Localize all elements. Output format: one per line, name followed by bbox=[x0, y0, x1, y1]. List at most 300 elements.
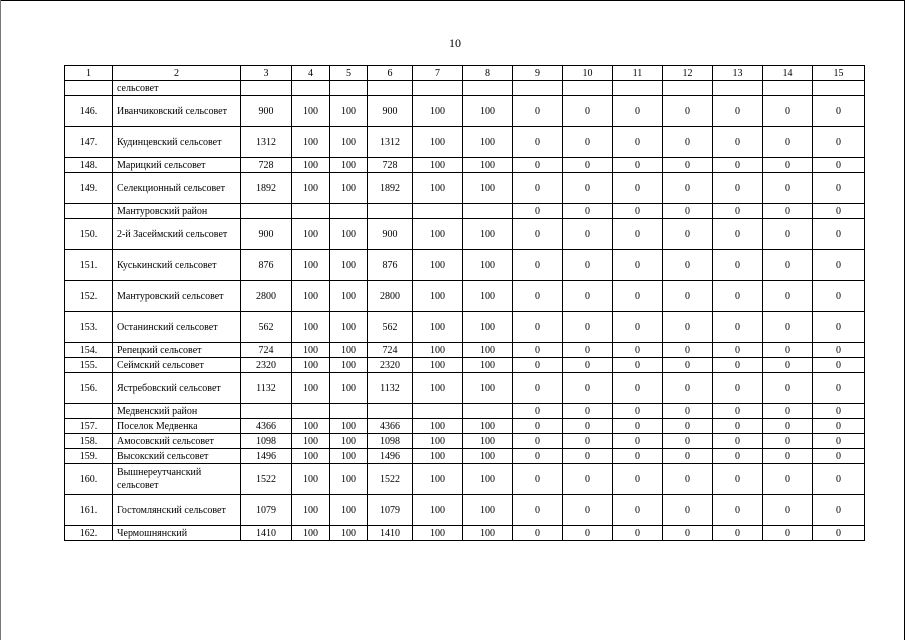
table-cell: 0 bbox=[563, 204, 613, 219]
table-cell: 0 bbox=[813, 158, 865, 173]
table-cell: 0 bbox=[563, 250, 613, 281]
table-cell: 100 bbox=[330, 250, 368, 281]
row-name: Гостомлянский сельсовет bbox=[113, 495, 241, 526]
table-cell: 100 bbox=[330, 312, 368, 343]
table-cell: 0 bbox=[713, 343, 763, 358]
table-cell: 1892 bbox=[241, 173, 292, 204]
table-cell: 100 bbox=[292, 219, 330, 250]
row-name: Репецкий сельсовет bbox=[113, 343, 241, 358]
table-cell bbox=[292, 81, 330, 96]
table-cell: 1522 bbox=[368, 464, 413, 495]
table-cell: 900 bbox=[368, 96, 413, 127]
table-cell: 0 bbox=[713, 434, 763, 449]
table-cell: 0 bbox=[813, 404, 865, 419]
table-cell: 0 bbox=[563, 343, 613, 358]
table-cell: 100 bbox=[463, 495, 513, 526]
table-cell: 0 bbox=[713, 404, 763, 419]
table-cell: 0 bbox=[563, 312, 613, 343]
table-cell: 0 bbox=[613, 250, 663, 281]
row-number: 149. bbox=[65, 173, 113, 204]
column-header: 8 bbox=[463, 66, 513, 81]
column-header: 11 bbox=[613, 66, 663, 81]
table-cell: 100 bbox=[463, 96, 513, 127]
table-cell: 100 bbox=[330, 343, 368, 358]
table-cell: 100 bbox=[292, 373, 330, 404]
table-cell bbox=[330, 404, 368, 419]
column-header: 7 bbox=[413, 66, 463, 81]
table-cell: 0 bbox=[763, 127, 813, 158]
row-name: Мантуровский сельсовет bbox=[113, 281, 241, 312]
table-cell: 0 bbox=[613, 434, 663, 449]
table-cell: 100 bbox=[463, 281, 513, 312]
table-cell: 0 bbox=[763, 419, 813, 434]
table-cell: 100 bbox=[330, 158, 368, 173]
table-cell: 0 bbox=[813, 343, 865, 358]
table-cell: 100 bbox=[413, 173, 463, 204]
table-cell: 0 bbox=[663, 495, 713, 526]
table-cell: 2320 bbox=[241, 358, 292, 373]
table-cell: 0 bbox=[763, 404, 813, 419]
table-cell: 0 bbox=[763, 526, 813, 541]
table-cell: 100 bbox=[463, 158, 513, 173]
table-row bbox=[65, 81, 865, 96]
table-cell: 0 bbox=[663, 219, 713, 250]
table-cell: 100 bbox=[292, 250, 330, 281]
row-name: Кудинцевский сельсовет bbox=[113, 127, 241, 158]
table-cell: 0 bbox=[813, 219, 865, 250]
row-name: Мантуровский район bbox=[113, 204, 241, 219]
table-cell: 0 bbox=[663, 96, 713, 127]
table-cell: 0 bbox=[763, 495, 813, 526]
table-cell bbox=[813, 81, 865, 96]
table-cell: 0 bbox=[563, 434, 613, 449]
table-cell: 0 bbox=[663, 204, 713, 219]
table-cell: 100 bbox=[292, 419, 330, 434]
page-number: 10 bbox=[449, 36, 461, 50]
table-cell: 100 bbox=[413, 343, 463, 358]
table-cell bbox=[513, 81, 563, 96]
table-cell: 100 bbox=[330, 434, 368, 449]
row-number: 162. bbox=[65, 526, 113, 541]
table-cell: 2800 bbox=[241, 281, 292, 312]
table-cell: 0 bbox=[563, 404, 613, 419]
table-cell bbox=[763, 81, 813, 96]
row-number: 157. bbox=[65, 419, 113, 434]
table-cell: 0 bbox=[513, 373, 563, 404]
table-cell: 100 bbox=[330, 373, 368, 404]
row-name: Поселок Медвенка bbox=[113, 419, 241, 434]
table-cell: 0 bbox=[613, 173, 663, 204]
table-cell: 100 bbox=[413, 158, 463, 173]
table-cell: 100 bbox=[330, 419, 368, 434]
table-cell: 0 bbox=[763, 158, 813, 173]
table-cell bbox=[463, 204, 513, 219]
table-cell: 562 bbox=[368, 312, 413, 343]
table-cell: 0 bbox=[663, 281, 713, 312]
table-cell: 0 bbox=[713, 173, 763, 204]
row-number: 160. bbox=[65, 464, 113, 495]
table-cell: 0 bbox=[813, 96, 865, 127]
table-cell: 100 bbox=[292, 343, 330, 358]
row-number: 159. bbox=[65, 449, 113, 464]
table-cell: 100 bbox=[463, 434, 513, 449]
table-cell: 100 bbox=[292, 173, 330, 204]
table-cell: 0 bbox=[563, 464, 613, 495]
table-cell: 0 bbox=[513, 312, 563, 343]
table-cell: 724 bbox=[241, 343, 292, 358]
table-cell: 100 bbox=[413, 312, 463, 343]
table-cell: 100 bbox=[292, 495, 330, 526]
table-cell: 100 bbox=[413, 358, 463, 373]
table-cell: 0 bbox=[563, 96, 613, 127]
column-header: 14 bbox=[763, 66, 813, 81]
table-cell: 0 bbox=[613, 219, 663, 250]
column-header: 15 bbox=[813, 66, 865, 81]
table-cell: 100 bbox=[463, 464, 513, 495]
table-cell: 0 bbox=[663, 526, 713, 541]
table-cell: 100 bbox=[413, 419, 463, 434]
table-cell: 0 bbox=[613, 373, 663, 404]
table-cell: 0 bbox=[613, 495, 663, 526]
table-cell: 0 bbox=[713, 526, 763, 541]
table-cell: 0 bbox=[563, 526, 613, 541]
table-cell: 100 bbox=[463, 127, 513, 158]
table-cell: 900 bbox=[241, 96, 292, 127]
table-cell: 1312 bbox=[241, 127, 292, 158]
row-name: Куськинский сельсовет bbox=[113, 250, 241, 281]
table-cell: 1098 bbox=[241, 434, 292, 449]
table-cell bbox=[368, 404, 413, 419]
table-cell bbox=[663, 81, 713, 96]
table-cell: 0 bbox=[663, 158, 713, 173]
table-cell: 0 bbox=[713, 358, 763, 373]
table-cell: 2320 bbox=[368, 358, 413, 373]
table-cell: 0 bbox=[513, 127, 563, 158]
table-cell: 0 bbox=[813, 449, 865, 464]
table-cell: 100 bbox=[330, 464, 368, 495]
table-header-row bbox=[65, 66, 865, 81]
table-row bbox=[65, 358, 865, 373]
table-cell: 100 bbox=[292, 96, 330, 127]
table-cell: 1132 bbox=[241, 373, 292, 404]
table-cell: 0 bbox=[663, 343, 713, 358]
table-cell: 0 bbox=[713, 219, 763, 250]
table-cell: 0 bbox=[813, 434, 865, 449]
table-cell: 0 bbox=[663, 127, 713, 158]
table-cell: 900 bbox=[241, 219, 292, 250]
table-cell: 100 bbox=[413, 250, 463, 281]
table-cell: 100 bbox=[413, 464, 463, 495]
table-cell bbox=[330, 81, 368, 96]
table-cell: 0 bbox=[813, 173, 865, 204]
table-row bbox=[65, 495, 865, 526]
table-cell: 0 bbox=[613, 281, 663, 312]
table-cell: 0 bbox=[763, 449, 813, 464]
table-cell: 0 bbox=[813, 127, 865, 158]
row-name: 2-й Засеймский сельсовет bbox=[113, 219, 241, 250]
table-cell: 0 bbox=[713, 464, 763, 495]
table-cell: 100 bbox=[330, 449, 368, 464]
table-cell: 100 bbox=[330, 526, 368, 541]
table-cell: 100 bbox=[413, 219, 463, 250]
table-row bbox=[65, 96, 865, 127]
table-cell: 1892 bbox=[368, 173, 413, 204]
table-cell: 0 bbox=[813, 358, 865, 373]
table-cell: 0 bbox=[513, 219, 563, 250]
table-cell: 0 bbox=[663, 419, 713, 434]
table-cell: 0 bbox=[713, 312, 763, 343]
table-cell: 100 bbox=[413, 526, 463, 541]
table-cell: 728 bbox=[368, 158, 413, 173]
table-cell: 0 bbox=[613, 449, 663, 464]
row-name: Амосовский сельсовет bbox=[113, 434, 241, 449]
table-cell: 100 bbox=[463, 358, 513, 373]
table-cell: 100 bbox=[292, 526, 330, 541]
row-number: 146. bbox=[65, 96, 113, 127]
table-cell: 100 bbox=[463, 312, 513, 343]
table-cell: 0 bbox=[813, 526, 865, 541]
table-cell: 0 bbox=[613, 419, 663, 434]
table-cell: 100 bbox=[413, 434, 463, 449]
table-cell: 100 bbox=[463, 219, 513, 250]
table-row bbox=[65, 449, 865, 464]
table-cell: 728 bbox=[241, 158, 292, 173]
table-cell: 0 bbox=[713, 495, 763, 526]
table-cell: 0 bbox=[513, 404, 563, 419]
row-number: 161. bbox=[65, 495, 113, 526]
table-row bbox=[65, 343, 865, 358]
table-cell: 0 bbox=[713, 204, 763, 219]
row-number: 151. bbox=[65, 250, 113, 281]
table-cell: 100 bbox=[292, 158, 330, 173]
table-cell: 1098 bbox=[368, 434, 413, 449]
row-number: 158. bbox=[65, 434, 113, 449]
table-cell: 100 bbox=[413, 449, 463, 464]
table-cell: 0 bbox=[513, 158, 563, 173]
table-cell bbox=[713, 81, 763, 96]
row-number: 154. bbox=[65, 343, 113, 358]
table-cell: 0 bbox=[763, 312, 813, 343]
table-cell: 0 bbox=[763, 434, 813, 449]
row-number: 156. bbox=[65, 373, 113, 404]
row-name: Иванчиковский сельсовет bbox=[113, 96, 241, 127]
table-cell: 0 bbox=[563, 449, 613, 464]
table-cell: 100 bbox=[292, 434, 330, 449]
table-cell bbox=[241, 81, 292, 96]
table-cell: 0 bbox=[713, 158, 763, 173]
table-cell: 0 bbox=[763, 358, 813, 373]
table-cell: 0 bbox=[563, 173, 613, 204]
table-cell: 0 bbox=[763, 96, 813, 127]
table-cell: 0 bbox=[513, 250, 563, 281]
row-number: 150. bbox=[65, 219, 113, 250]
table-cell: 0 bbox=[613, 312, 663, 343]
table-cell: 1522 bbox=[241, 464, 292, 495]
table-cell: 100 bbox=[413, 373, 463, 404]
table-cell: 0 bbox=[513, 449, 563, 464]
row-name: Вышнереутчанский сельсовет bbox=[113, 464, 241, 495]
column-header: 10 bbox=[563, 66, 613, 81]
table-cell: 100 bbox=[463, 449, 513, 464]
table-cell: 100 bbox=[413, 281, 463, 312]
table-cell: 0 bbox=[713, 281, 763, 312]
table-cell: 0 bbox=[513, 204, 563, 219]
table-cell: 0 bbox=[513, 495, 563, 526]
table-cell: 0 bbox=[813, 250, 865, 281]
table-row bbox=[65, 419, 865, 434]
table-cell: 100 bbox=[330, 173, 368, 204]
row-name: Останинский сельсовет bbox=[113, 312, 241, 343]
table-cell: 100 bbox=[292, 281, 330, 312]
table-cell: 0 bbox=[713, 96, 763, 127]
table-cell bbox=[463, 404, 513, 419]
table-cell: 0 bbox=[563, 158, 613, 173]
table-cell: 0 bbox=[613, 96, 663, 127]
table-cell: 876 bbox=[241, 250, 292, 281]
table-cell: 1410 bbox=[241, 526, 292, 541]
column-header: 2 bbox=[113, 66, 241, 81]
column-header: 13 bbox=[713, 66, 763, 81]
table-cell: 900 bbox=[368, 219, 413, 250]
table-cell: 100 bbox=[463, 419, 513, 434]
table-cell: 100 bbox=[330, 127, 368, 158]
table-cell: 0 bbox=[513, 434, 563, 449]
table-cell: 0 bbox=[713, 250, 763, 281]
table-cell bbox=[292, 204, 330, 219]
table-cell: 100 bbox=[463, 250, 513, 281]
table-cell: 0 bbox=[513, 464, 563, 495]
table-cell bbox=[463, 81, 513, 96]
row-number bbox=[65, 204, 113, 219]
table-cell: 0 bbox=[663, 358, 713, 373]
row-name: Чермошнянский bbox=[113, 526, 241, 541]
table-cell: 2800 bbox=[368, 281, 413, 312]
table-row bbox=[65, 312, 865, 343]
row-name: сельсовет bbox=[113, 81, 241, 96]
row-number bbox=[65, 81, 113, 96]
table-cell: 0 bbox=[663, 373, 713, 404]
table-cell: 0 bbox=[813, 419, 865, 434]
table-cell: 0 bbox=[763, 343, 813, 358]
table-cell: 100 bbox=[292, 127, 330, 158]
table-cell bbox=[368, 204, 413, 219]
table-cell: 1132 bbox=[368, 373, 413, 404]
table-row bbox=[65, 250, 865, 281]
table-cell: 100 bbox=[330, 219, 368, 250]
row-name: Ястребовский сельсовет bbox=[113, 373, 241, 404]
row-name: Селекционный сельсовет bbox=[113, 173, 241, 204]
table-cell: 0 bbox=[713, 373, 763, 404]
table-cell bbox=[368, 81, 413, 96]
table-cell bbox=[241, 204, 292, 219]
table-cell: 100 bbox=[330, 281, 368, 312]
table-cell: 100 bbox=[413, 127, 463, 158]
table-cell bbox=[613, 81, 663, 96]
table-body bbox=[65, 66, 865, 541]
table-cell: 0 bbox=[613, 404, 663, 419]
row-number bbox=[65, 404, 113, 419]
table-cell: 0 bbox=[613, 158, 663, 173]
column-header: 9 bbox=[513, 66, 563, 81]
row-number: 148. bbox=[65, 158, 113, 173]
table-cell: 0 bbox=[563, 219, 613, 250]
table-cell: 0 bbox=[513, 173, 563, 204]
table-row bbox=[65, 434, 865, 449]
table-cell: 0 bbox=[613, 358, 663, 373]
page-border-left bbox=[0, 0, 1, 640]
table-cell: 724 bbox=[368, 343, 413, 358]
table-cell: 0 bbox=[813, 204, 865, 219]
table-cell: 100 bbox=[330, 495, 368, 526]
column-header: 6 bbox=[368, 66, 413, 81]
table-cell: 100 bbox=[413, 495, 463, 526]
table-cell: 0 bbox=[663, 434, 713, 449]
table-cell: 0 bbox=[663, 173, 713, 204]
table-cell bbox=[413, 404, 463, 419]
table-cell: 0 bbox=[713, 127, 763, 158]
table-cell: 1496 bbox=[241, 449, 292, 464]
table-cell: 0 bbox=[563, 358, 613, 373]
table-row bbox=[65, 158, 865, 173]
district-row bbox=[65, 404, 865, 419]
column-header: 1 bbox=[65, 66, 113, 81]
table-cell: 1410 bbox=[368, 526, 413, 541]
table-cell: 0 bbox=[513, 96, 563, 127]
table-cell: 0 bbox=[513, 281, 563, 312]
table-cell: 0 bbox=[763, 219, 813, 250]
table-cell: 0 bbox=[763, 204, 813, 219]
table-row bbox=[65, 464, 865, 495]
table-cell: 0 bbox=[663, 250, 713, 281]
table-cell: 0 bbox=[663, 449, 713, 464]
table-row bbox=[65, 173, 865, 204]
table-cell: 1312 bbox=[368, 127, 413, 158]
table-cell bbox=[413, 204, 463, 219]
row-number: 152. bbox=[65, 281, 113, 312]
table-cell: 0 bbox=[563, 495, 613, 526]
page-border-top bbox=[0, 0, 905, 1]
column-header: 3 bbox=[241, 66, 292, 81]
table-cell: 4366 bbox=[368, 419, 413, 434]
row-name: Марицкий сельсовет bbox=[113, 158, 241, 173]
table-cell: 0 bbox=[563, 373, 613, 404]
table-cell: 4366 bbox=[241, 419, 292, 434]
table-cell: 1079 bbox=[241, 495, 292, 526]
table-cell: 0 bbox=[763, 464, 813, 495]
table-cell: 0 bbox=[563, 419, 613, 434]
table-cell: 0 bbox=[713, 419, 763, 434]
table-cell bbox=[563, 81, 613, 96]
table-cell: 100 bbox=[413, 96, 463, 127]
table-cell: 0 bbox=[763, 373, 813, 404]
table-cell: 0 bbox=[813, 464, 865, 495]
table-cell: 100 bbox=[292, 358, 330, 373]
table-cell: 100 bbox=[330, 96, 368, 127]
row-name: Сеймский сельсовет bbox=[113, 358, 241, 373]
table-cell: 100 bbox=[463, 526, 513, 541]
table-cell: 0 bbox=[613, 127, 663, 158]
table-row bbox=[65, 373, 865, 404]
table-cell bbox=[241, 404, 292, 419]
table-cell: 0 bbox=[513, 526, 563, 541]
table-cell: 0 bbox=[513, 343, 563, 358]
column-header: 4 bbox=[292, 66, 330, 81]
table-cell: 0 bbox=[663, 464, 713, 495]
table-cell: 0 bbox=[613, 343, 663, 358]
table-cell bbox=[330, 204, 368, 219]
table-cell: 0 bbox=[763, 250, 813, 281]
table-cell: 0 bbox=[763, 173, 813, 204]
